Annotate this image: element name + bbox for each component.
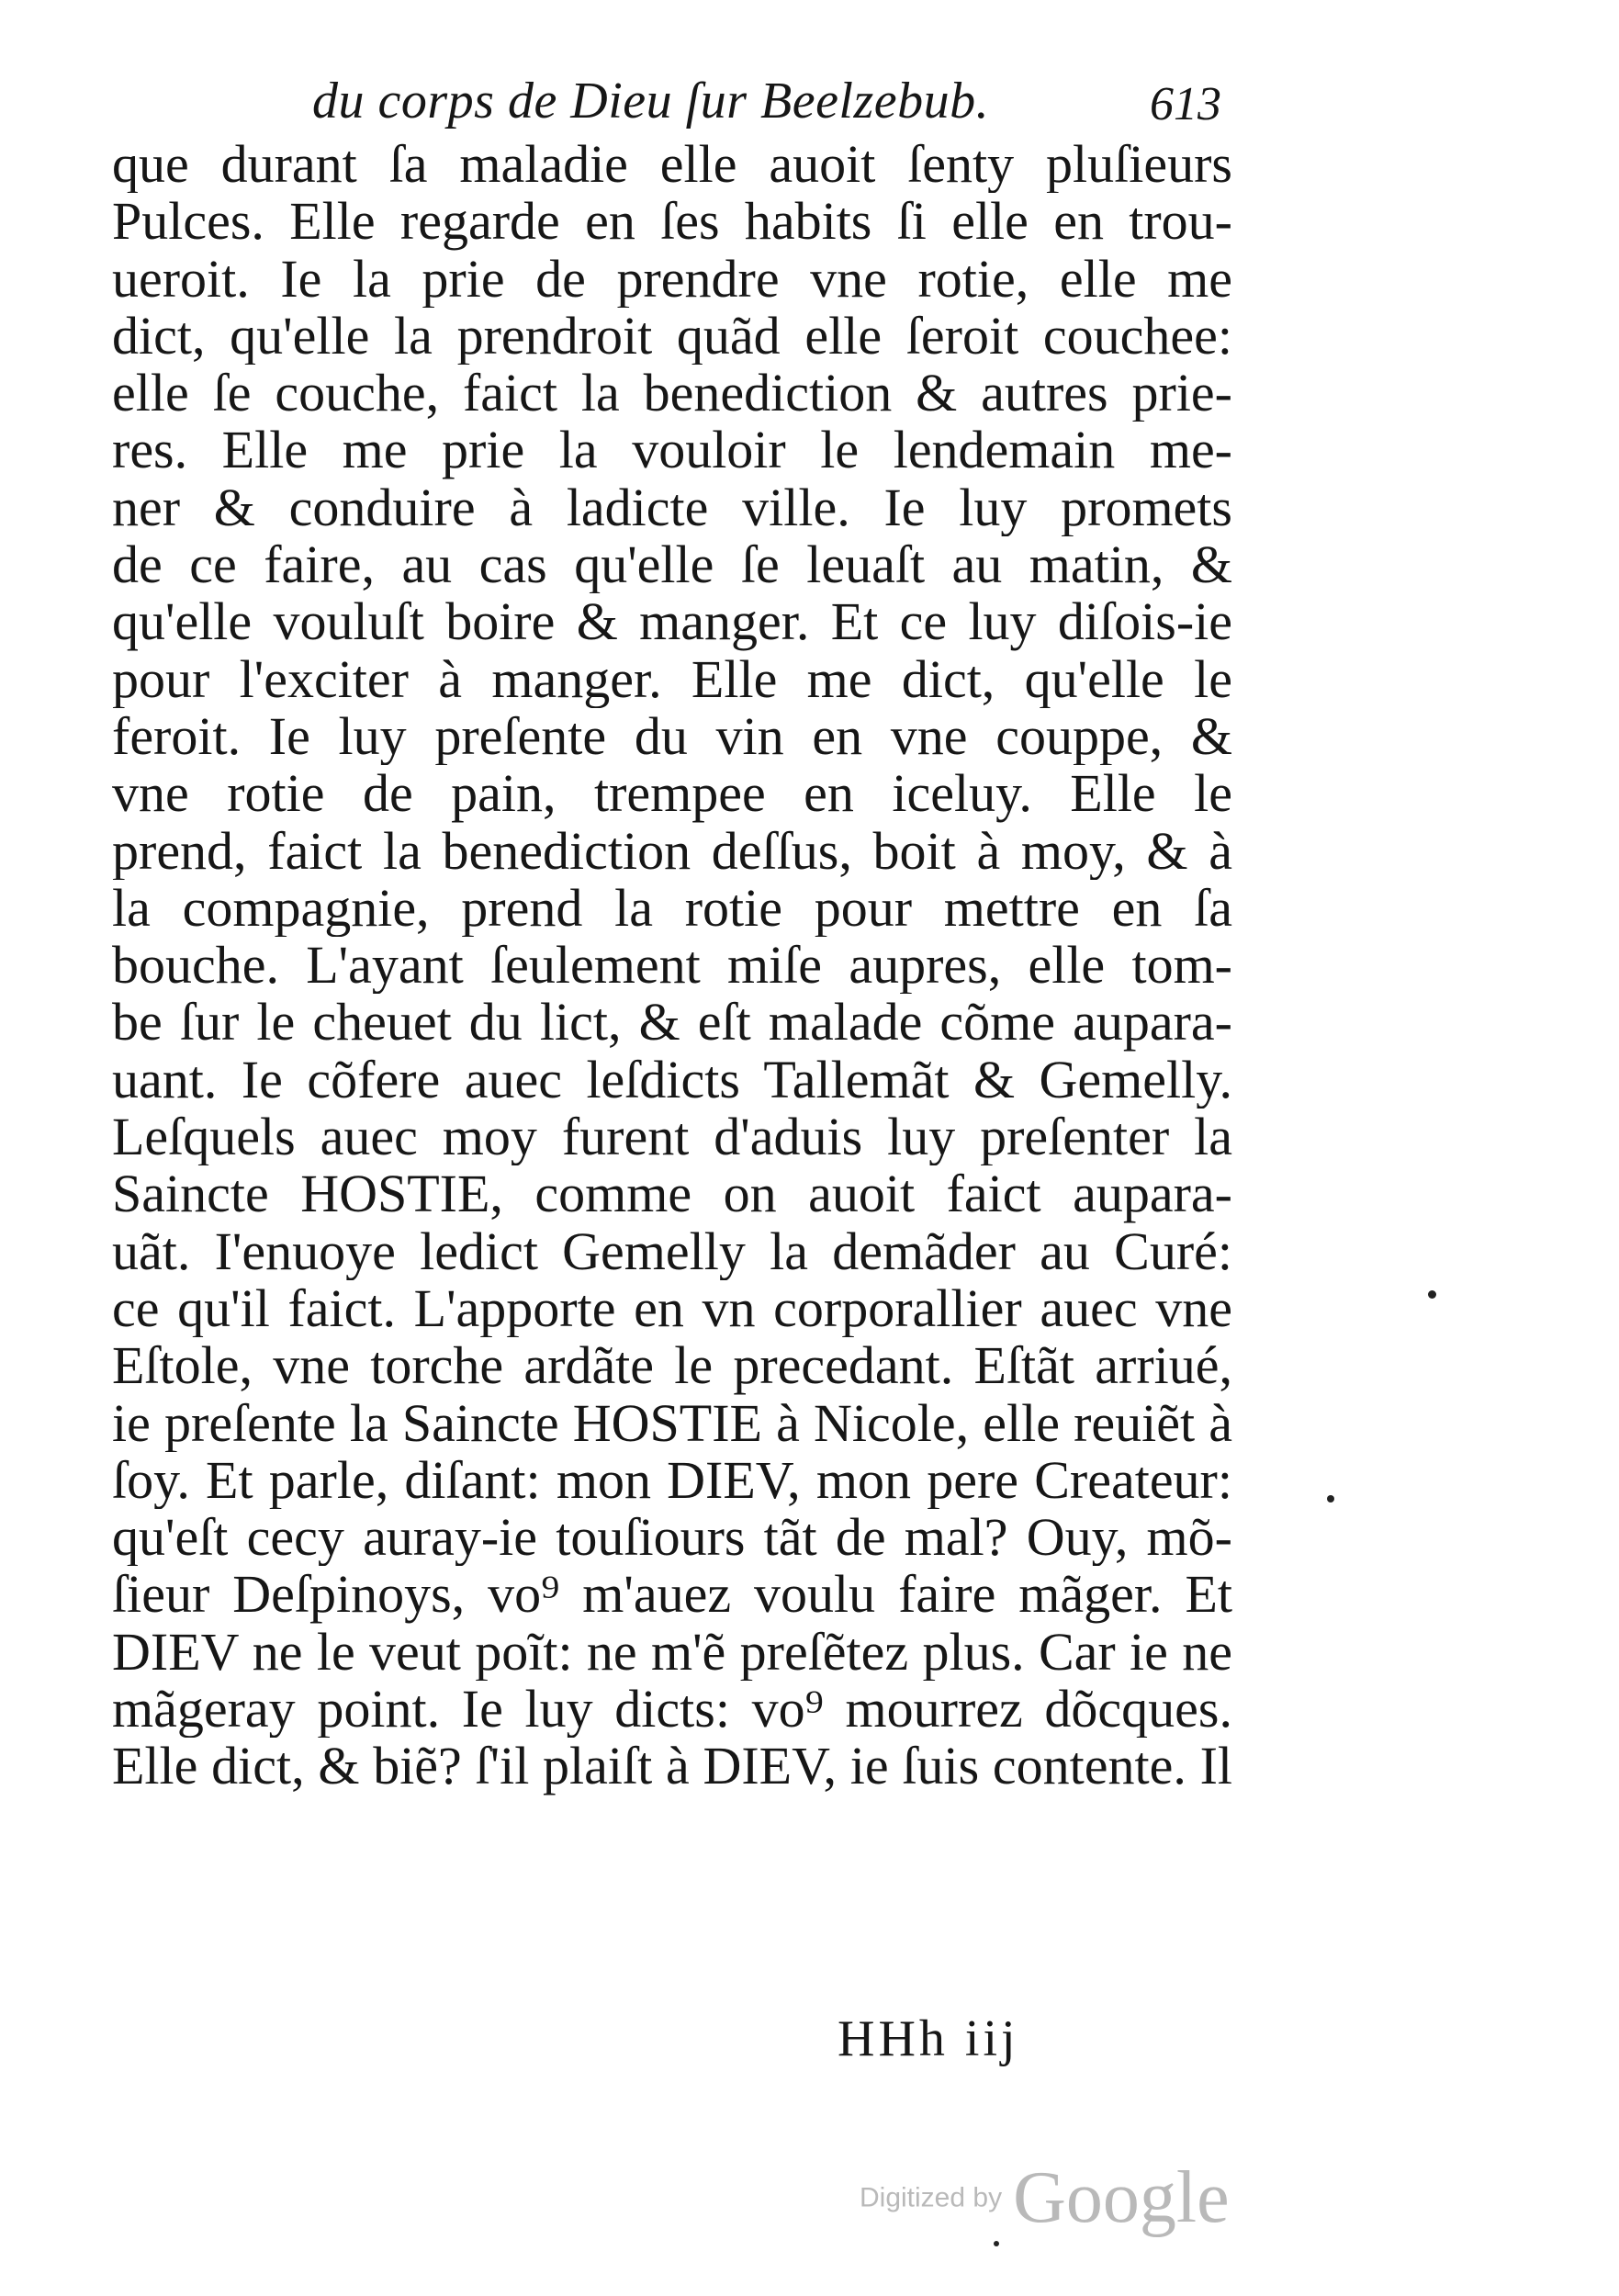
text-line: Pulces. Elle regarde en ſes habits ſi elle en trou- — [112, 193, 1232, 251]
scan-speck — [1428, 1290, 1436, 1299]
page-number: 613 — [1150, 78, 1221, 130]
watermark-prefix: Digitized by — [860, 2182, 1003, 2213]
text-line: DIEV ne le veut poĩt: ne m'ẽ preſẽtez plus. Car ie ne — [112, 1623, 1232, 1682]
text-line: que durant ſa maladie elle auoit ſenty pluſieurs — [112, 136, 1232, 194]
text-line: ſieur Deſpinoys, vo⁹ m'auez voulu faire mãger. Et — [112, 1566, 1232, 1624]
text-line: vne rotie de pain, trempee en iceluy. Elle le — [112, 765, 1232, 823]
text-line: prend, faict la benediction deſſus, boit à moy, & à — [112, 822, 1232, 880]
text-line: ie preſente la Saincte HOSTIE à Nicole, elle reuiẽt à — [112, 1394, 1232, 1452]
signature-mark: HHh iij — [838, 2010, 1019, 2067]
text-line: Saincte HOSTIE, comme on auoit faict aupara- — [112, 1165, 1232, 1223]
text-line: pour l'exciter à manger. Elle me dict, qu'elle le — [112, 650, 1232, 708]
text-line: Eſtole, vne torche ardãte le precedant. Eſtãt arriué, — [112, 1337, 1232, 1395]
text-line: be ſur le cheuet du lict, & eſt malade cõme aupara- — [112, 994, 1232, 1052]
text-line: ueroit. Ie la prie de prendre vne rotie, elle me — [112, 250, 1232, 308]
digitized-watermark — [860, 2156, 1230, 2240]
text-line: Leſquels auec moy furent d'aduis luy preſenter la — [112, 1109, 1232, 1166]
text-line: elle ſe couche, faict la benediction & autres prie- — [112, 365, 1232, 422]
text-line: ſoy. Et parle, diſant: mon DIEV, mon pere Createur: — [112, 1451, 1232, 1510]
text-line: la compagnie, prend la rotie pour mettre en ſa — [112, 879, 1232, 938]
text-line: res. Elle me prie la vouloir le lendemain me- — [112, 422, 1232, 479]
body-text — [112, 136, 1232, 1795]
running-head: du corps de Dieu ſur Beelzebub. — [312, 73, 990, 129]
text-line: mãgeray point. Ie luy dicts: vo⁹ mourrez dõcques. — [112, 1681, 1232, 1739]
text-line: bouche. L'ayant ſeulement miſe aupres, elle tom- — [112, 937, 1232, 995]
text-line: Elle dict, & biẽ? ſ'il plaiſt à DIEV, ie ſuis contente. Il — [112, 1738, 1232, 1795]
scan-speck — [994, 2241, 999, 2246]
text-line: ner & conduire à ladicte ville. Ie luy promets — [112, 478, 1232, 537]
scan-speck — [1327, 1495, 1334, 1503]
text-line: dict, qu'elle la prendroit quãd elle ſeroit couchee: — [112, 307, 1232, 366]
text-line: de ce faire, au cas qu'elle ſe leuaſt au matin, & — [112, 536, 1232, 594]
text-line: qu'eſt cecy auray-ie touſiours tãt de mal? Ouy, mõ- — [112, 1509, 1232, 1567]
text-line: uãt. I'enuoye ledict Gemelly la demãder au Curé: — [112, 1222, 1232, 1280]
text-line: feroit. Ie luy preſente du vin en vne couppe, & — [112, 707, 1232, 766]
text-line: uant. Ie cõfere auec leſdicts Tallemãt & Gemelly. — [112, 1051, 1232, 1109]
text-line: ce qu'il faict. L'apporte en vn corporallier auec vne — [112, 1279, 1232, 1338]
google-logo: Google — [1013, 2157, 1230, 2238]
text-line: qu'elle vouluſt boire & manger. Et ce luy diſois-ie — [112, 593, 1232, 651]
